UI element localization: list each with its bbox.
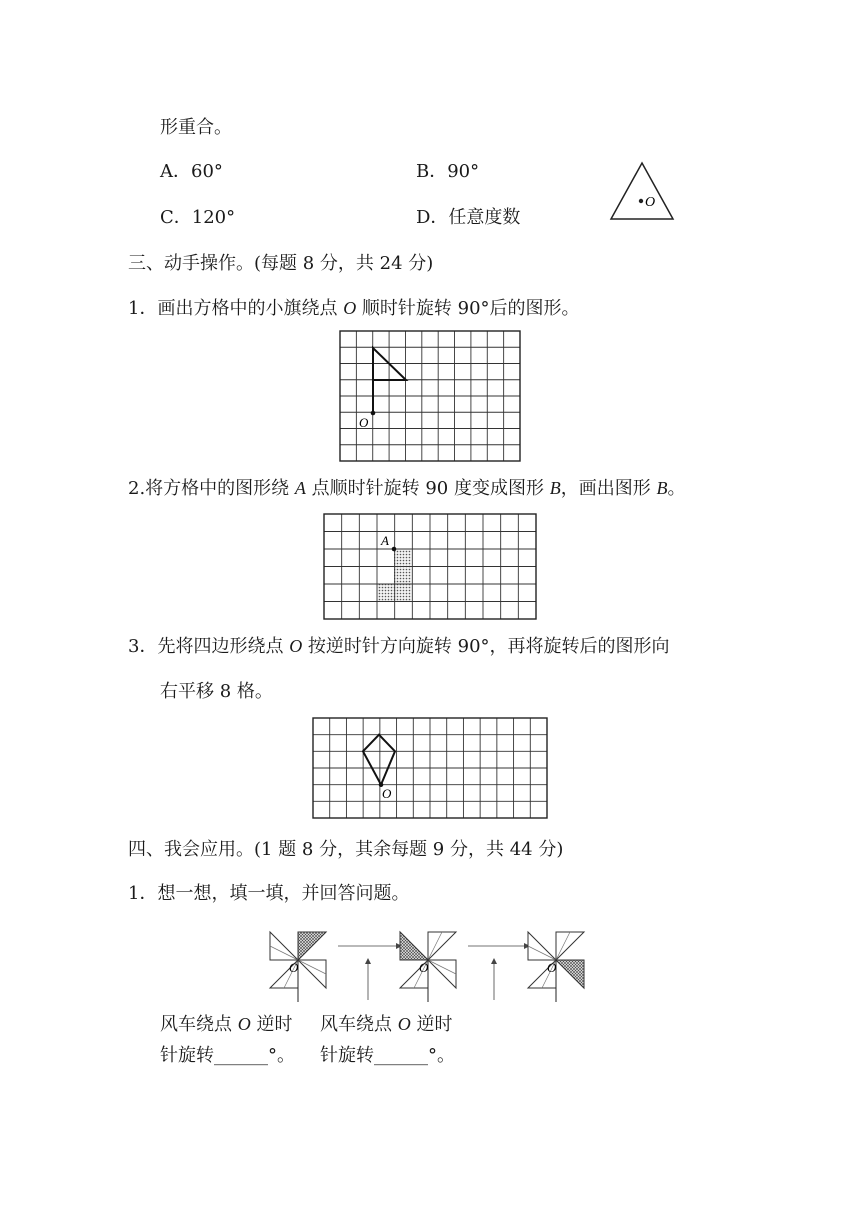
- s3-question-1: 1．画出方格中的小旗绕点 O 顺时针旋转 90°后的图形。: [128, 298, 580, 319]
- pinwheel-sequence: [268, 912, 590, 1002]
- grid1-o-label: O: [359, 415, 369, 430]
- caption-1-line2: 针旋转______°。: [160, 1045, 295, 1066]
- grid2-a-label: A: [381, 533, 389, 548]
- s3-question-2: 2.将方格中的图形绕 A 点顺时针旋转 90 度变成图形 B，画出图形 B。: [128, 478, 686, 499]
- caption-2-line1: 风车绕点 O 逆时: [320, 1014, 453, 1035]
- question-tail: 形重合。: [160, 117, 232, 138]
- section4-title: 四、我会应用。(1 题 8 分，其余每题 9 分，共 44 分): [128, 839, 564, 860]
- option-c: C．120°: [160, 207, 236, 228]
- pinwheel1-o-label: O: [289, 960, 299, 975]
- triangle-o-label: O: [645, 195, 656, 210]
- s3-question-3: 3．先将四边形绕点 O 按逆时针方向旋转 90°，再将旋转后的图形向: [128, 636, 670, 657]
- option-b: B．90°: [416, 161, 480, 182]
- grid3-o-label: O: [382, 786, 392, 801]
- caption-2-line2: 针旋转______°。: [320, 1045, 455, 1066]
- pinwheel2-o-label: O: [419, 960, 429, 975]
- triangle-figure: [608, 160, 678, 222]
- option-a: A．60°: [160, 161, 223, 182]
- grid-2-shape: [324, 514, 536, 619]
- grid-3-kite: [313, 718, 547, 818]
- pinwheel3-o-label: O: [547, 960, 557, 975]
- s3-question-3-line2: 右平移 8 格。: [160, 681, 273, 702]
- grid-1-flag: [340, 331, 520, 461]
- caption-1-line1: 风车绕点 O 逆时: [160, 1014, 293, 1035]
- s4-question-1: 1．想一想，填一填，并回答问题。: [128, 883, 410, 904]
- section3-title: 三、动手操作。(每题 8 分，共 24 分): [128, 253, 434, 274]
- option-d: D．任意度数: [416, 207, 521, 228]
